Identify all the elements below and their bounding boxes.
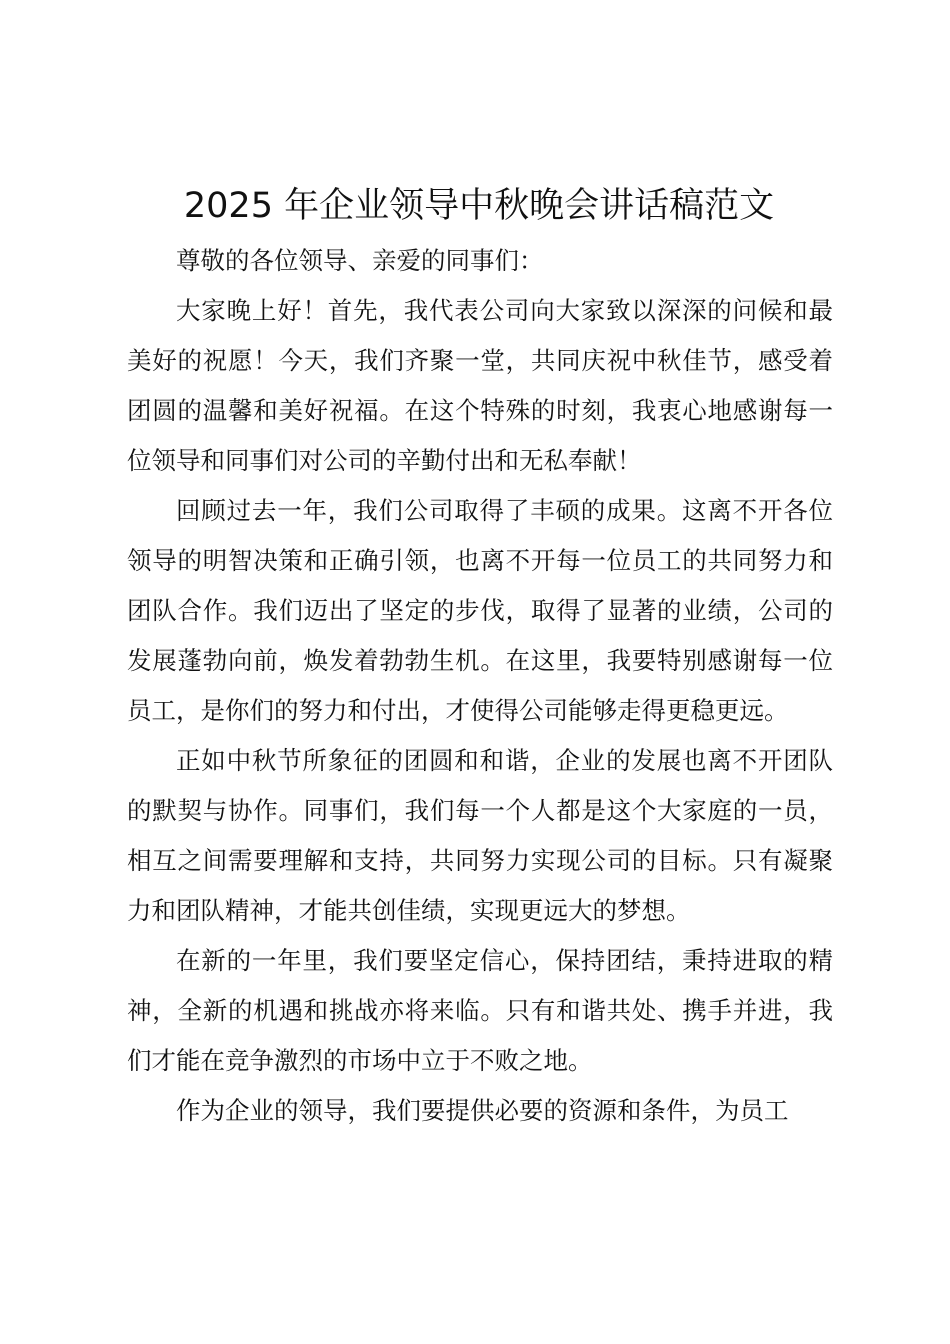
paragraph-teamwork: 正如中秋节所象征的团圆和和谐，企业的发展也离不开团队的默契与协作。同事们，我们每一个人都是这个大家庭的一员，相互之间需要理解和支持，共同努力实现公司的目标。只有凝聚力和团队精神，才能共创佳绩，实现更远大的梦想。 (127, 746, 833, 925)
paragraph-new-year: 在新的一年里，我们要坚定信心，保持团结，秉持进取的精神，全新的机遇和挑战亦将来临。只有和谐共处、携手并进，我们才能在竞争激烈的市场中立于不败之地。 (127, 946, 833, 1075)
paragraph-review: 回顾过去一年，我们公司取得了丰硕的成果。这离不开各位领导的明智决策和正确引领，也离不开每一位员工的共同努力和团队合作。我们迈出了坚定的步伐，取得了显著的业绩，公司的发展蓬勃向前，焕发着勃勃生机。在这里，我要特别感谢每一位员工，是你们的努力和付出，才使得公司能够走得更稳更远。 (127, 496, 833, 725)
document-title: 2025 年企业领导中秋晚会讲话稿范文 (183, 186, 775, 226)
paragraph-leadership: 作为企业的领导，我们要提供必要的资源和条件，为员工 (176, 1096, 789, 1125)
paragraph-opening: 大家晚上好！首先，我代表公司向大家致以深深的问候和最美好的祝愿！今天，我们齐聚一堂，共同庆祝中秋佳节，感受着团圆的温馨和美好祝福。在这个特殊的时刻，我衷心地感谢每一位领导和同事们对公司的辛勤付出和无私奉献！ (127, 296, 833, 475)
document-body (127, 236, 833, 1136)
paragraph-greeting: 尊敬的各位领导、亲爱的同事们： (176, 246, 544, 275)
